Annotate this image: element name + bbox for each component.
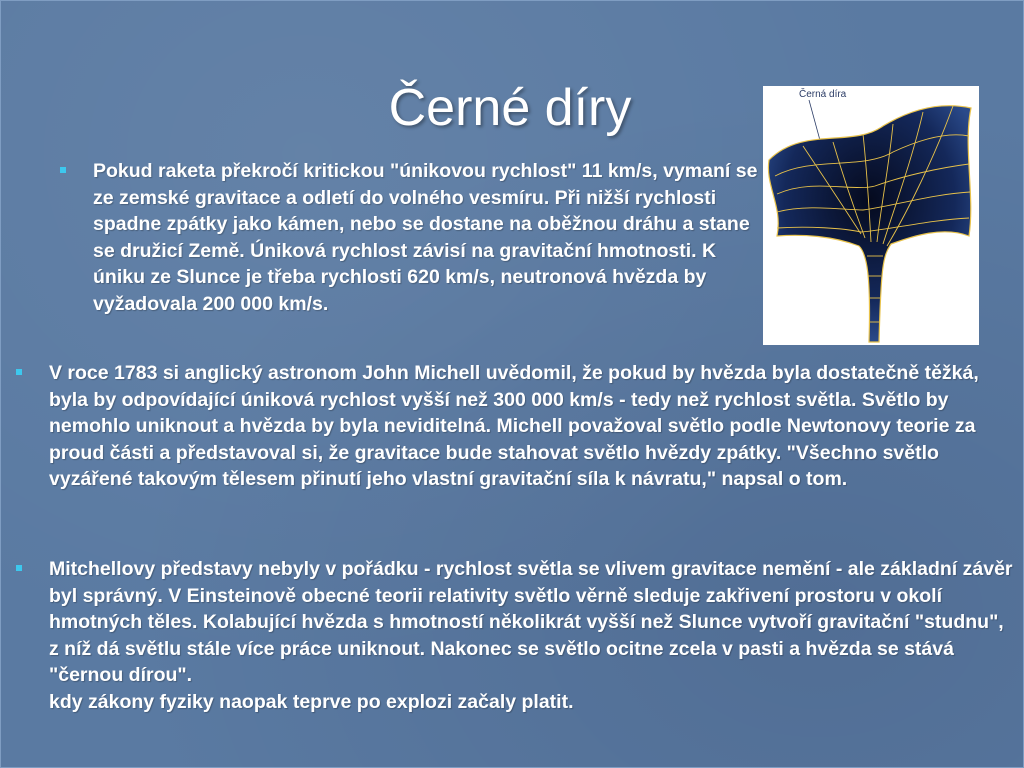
bullet-text-continuation: kdy zákony fyziky naopak teprve po explozi začaly platit. bbox=[49, 690, 574, 713]
black-hole-figure bbox=[763, 86, 979, 345]
bullet-escape-velocity bbox=[60, 158, 760, 317]
bullet-square-icon bbox=[16, 565, 22, 571]
slide-title: Černé díry bbox=[388, 79, 632, 137]
bullet-text: Pokud raketa překročí kritickou "únikovou rychlost" 11 km/s, vymaní se ze zemské gravitace a odletí do volného vesmíru. Při nižší rychlosti spadne zpátky jako kámen, nebo se dostane na oběžnou dráhu a stane se družicí Země. Úniková rychlost závisí na gravitační hmotnosti. K úniku ze Slunce je třeba rychlosti 620 km/s, neutronová hvězda by vyžadovala 200 000 km/s. bbox=[93, 160, 758, 315]
bullet-square-icon bbox=[16, 369, 22, 375]
bullet-text: V roce 1783 si anglický astronom John Michell uvědomil, že pokud by hvězda byla dostatečně těžká, byla by odpovídající úniková rychlost vyšší než 300 000 km/s - tedy než rychlost světla. Světlo by nemohlo uniknout a hvězda by byla neviditelná. Michell považoval světlo podle Newtonovy teorie za proud části a představoval si, že gravitace bude stahovat světlo hvězdy zpátky. "Všechno světlo vyzářené takovým tělesem přinutí jeho vlastní gravitační síla k návratu," napsal o tom. bbox=[49, 362, 979, 490]
bullet-einstein bbox=[16, 556, 1016, 715]
label-pointer-line bbox=[809, 100, 821, 144]
figure-label: Černá díra bbox=[799, 89, 847, 100]
bullet-michell bbox=[16, 360, 1006, 493]
bullet-text: Mitchellovy představy nebyly v pořádku - rychlost světla se vlivem gravitace nemění - ale základní závěr byl správný. V Einsteinově obecné teorii relativity světlo věrně sleduje zakřivení prostoru v okolí hmotných těles. Kolabující hvězda s hmotností několikrát vyšší než Slunce vytvoří gravitační "studnu", z níž dá světlu stále více práce uniknout. Nakonec se světlo ocitne zcela v pasti a hvězda se stává "černou dírou". bbox=[49, 558, 1013, 686]
bullet-square-icon bbox=[60, 167, 66, 173]
black-hole-funnel-illustration bbox=[763, 86, 979, 345]
